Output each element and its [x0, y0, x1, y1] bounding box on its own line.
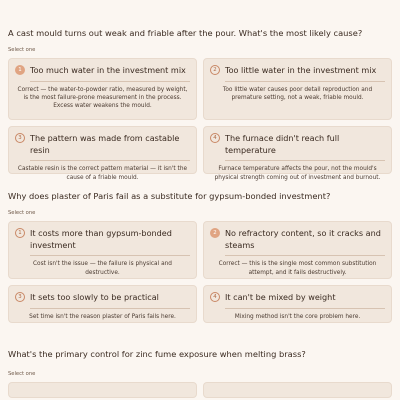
option-card[interactable]	[8, 126, 197, 181]
question-text: What's the primary control for zinc fume exposure when melting brass?	[8, 349, 306, 359]
divider	[30, 160, 190, 161]
divider	[225, 81, 385, 82]
question-1	[8, 28, 392, 181]
option-grid	[8, 382, 392, 398]
option-number-badge: 3	[15, 292, 25, 302]
divider	[30, 308, 190, 309]
option-card[interactable]	[203, 126, 392, 181]
option-card[interactable]	[203, 221, 392, 279]
option-feedback: Mixing method isn't the core problem here.	[234, 313, 361, 320]
option-number-badge: 3	[15, 133, 25, 143]
question-text: A cast mould turns out weak and friable after the pour. What's the most likely cause?	[8, 28, 363, 38]
question-text: Why does plaster of Paris fail as a substitute for gypsum-bonded investment?	[8, 191, 331, 201]
option-label: The pattern was made from castable resin	[30, 132, 180, 155]
option-card[interactable]	[8, 221, 197, 279]
option-grid	[8, 58, 392, 181]
option-number-badge: 2	[210, 65, 220, 75]
option-label: It can't be mixed by weight	[225, 291, 336, 302]
option-label: Too little water in the investment mix	[225, 64, 377, 75]
option-number-badge: 2	[210, 228, 220, 238]
select-hint: Select one	[8, 46, 36, 53]
question-2	[8, 192, 392, 323]
option-feedback: Castable resin is the correct pattern material — it isn't the cause of a friable mould.	[17, 166, 188, 181]
option-label: The furnace didn't reach full temperature	[225, 132, 340, 155]
option-feedback: Set time isn't the reason plaster of Paris fails here.	[29, 313, 176, 320]
option-card[interactable]	[8, 58, 197, 120]
option-number-badge: 1	[15, 228, 25, 238]
option-card[interactable]	[203, 382, 392, 398]
option-card[interactable]	[8, 382, 197, 398]
select-hint: Select one	[8, 209, 36, 216]
question-3	[8, 350, 392, 398]
option-label: Too much water in the investment mix	[30, 64, 186, 75]
option-feedback: Correct — the water-to-powder ratio, measured by weight, is the most failure-prone measurement in the process. Excess water weakens the mould.	[17, 86, 188, 110]
divider	[225, 160, 385, 161]
option-feedback: Correct — this is the single most common substitution attempt, and it fails destructively.	[218, 261, 377, 276]
divider	[225, 308, 385, 309]
option-feedback: Cost isn't the issue — the failure is physical and destructive.	[33, 261, 172, 276]
option-grid	[8, 221, 392, 323]
option-card[interactable]	[8, 285, 197, 323]
option-number-badge: 4	[210, 133, 220, 143]
divider	[30, 81, 190, 82]
option-card[interactable]	[203, 285, 392, 323]
option-label: It costs more than gypsum-bonded investment	[30, 227, 172, 250]
option-label: It sets too slowly to be practical	[30, 291, 159, 302]
option-number-badge: 4	[210, 292, 220, 302]
option-feedback: Too little water causes poor detail reproduction and premature setting, not a weak, friable mould.	[222, 86, 373, 101]
option-card[interactable]	[203, 58, 392, 120]
select-hint: Select one	[8, 370, 36, 377]
divider	[30, 255, 190, 256]
divider	[225, 255, 385, 256]
option-feedback: Furnace temperature affects the pour, not the mould's physical strength coming out of investment and burnout.	[214, 166, 381, 181]
option-number-badge: 1	[15, 65, 25, 75]
option-label: No refractory content, so it cracks and steams	[225, 227, 381, 250]
